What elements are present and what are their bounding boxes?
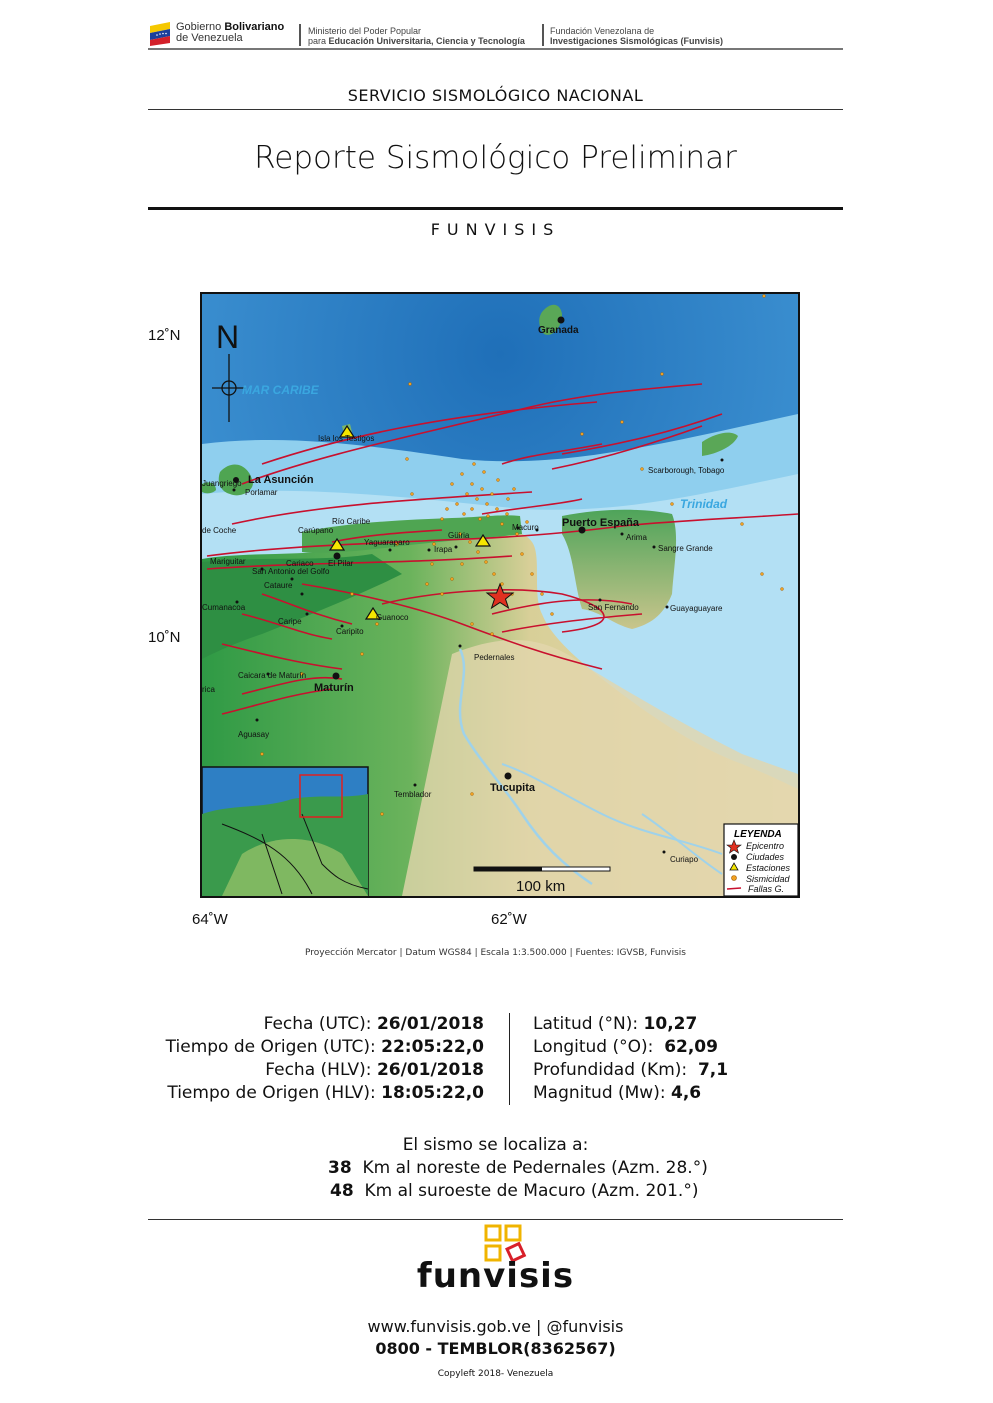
place-label: La Asunción [248,474,314,486]
place-label: Maturín [314,682,354,694]
header-rule [148,48,843,50]
divider [148,1219,843,1220]
place-label: Irapa [434,545,453,554]
place-label: Curiapo [670,855,699,864]
place-label: Scarborough, Tobago [648,466,725,475]
place-label: Güiria [448,531,470,540]
location-line: 38 Km al noreste de Pedernales (Azm. 28.°) [328,1158,708,1178]
divider [148,109,843,110]
place-label: Sangre Grande [658,544,713,553]
place-label: Mariguitar [210,557,246,566]
lat-tick-label: 12˚N [148,327,181,344]
lon-tick-label: 64˚W [192,911,228,928]
inset-map [202,767,368,896]
place-label: Cataure [264,581,293,590]
place-label: El Pilar [328,559,354,568]
place-label: Macuro [512,523,539,532]
map-caption: Proyección Mercator | Datum WGS84 | Escala 1:3.500.000 | Fuentes: IGVSB, Funvisis [305,948,686,958]
place-label: Aguasay [238,730,270,739]
svg-text:Ciudades: Ciudades [746,852,785,862]
fault-legend-icon [727,888,741,889]
longitude-row: Longitud (°O): 62,09 [533,1037,718,1057]
service-title: SERVICIO SISMOLÓGICO NACIONAL [347,86,644,105]
place-label: Río Caribe [332,517,371,526]
svg-text:Epicentro: Epicentro [746,841,785,851]
header-separator [299,24,301,46]
map-canvas [202,294,798,896]
place-label: Temblador [394,790,432,799]
divider [148,207,843,210]
foundation-name: Fundación Venezolana de Investigaciones Sismológicas (Funvisis) [550,26,724,46]
fecha-utc-row: Fecha (UTC): 26/01/2018 [263,1014,484,1034]
funvisis-logo-text: funvisis [416,1256,575,1296]
place-label: Isla los Testigos [318,434,375,443]
header-separator [542,24,544,46]
place-label: Tucupita [490,782,536,794]
org-name: FUNVISIS [430,220,561,239]
place-label: Carúpano [298,526,334,535]
place-label: Caripe [278,617,302,626]
place-label: Juangriego [202,479,242,488]
city-legend-icon [731,854,737,860]
lon-tick-label: 62˚W [491,911,527,928]
place-label: de Coche [202,526,237,535]
depth-row: Profundidad (Km): 7,1 [533,1060,729,1080]
place-label: Cariaco [286,559,314,568]
origen-hlv-row: Tiempo de Origen (HLV): 18:05:22,0 [167,1083,484,1103]
scale-label: 100 km [516,878,566,895]
place-label: Yaguaraparo [364,538,410,547]
location-line: 48 Km al suroeste de Macuro (Azm. 201.°) [330,1181,699,1201]
place-label: Porlamar [245,488,278,497]
svg-text:LEYENDA: LEYENDA [734,829,782,840]
place-label: Puerto España [562,517,640,529]
sea-label: MAR CARIBE [242,383,319,397]
origen-utc-row: Tiempo de Origen (UTC): 22:05:22,0 [165,1037,484,1057]
report-title: Reporte Sismológico Preliminar [254,140,737,176]
map-legend [724,824,798,896]
place-label: Arima [626,533,647,542]
place-label: San Fernando [588,603,639,612]
trinidad-label: Trinidad [680,497,728,511]
seismicity-legend-icon [732,876,737,881]
details-separator [509,1013,510,1105]
place-label: San Antonio del Golfo [252,567,330,576]
latitude-row: Latitud (°N): 10,27 [533,1014,698,1034]
copyleft: Copyleft 2018- Venezuela [437,1369,554,1379]
place-label: Guanoco [376,613,409,622]
ministry-name: Ministerio del Poder Popular para Educación Universitaria, Ciencia y Tecnología [308,26,525,46]
place-label: Pedernales [474,653,515,662]
phone-number: 0800 - TEMBLOR(8362567) [375,1339,616,1358]
place-label: Caicara de Maturín [238,671,307,680]
magnitude-row: Magnitud (Mw): 4,6 [533,1083,702,1103]
lat-tick-label: 10˚N [148,629,181,646]
place-label: rica [202,685,215,694]
place-label: Cumanacoa [202,603,246,612]
epicenter-map [200,292,800,898]
north-label: N [216,319,240,355]
place-label: Caripito [336,627,364,636]
svg-text:Estaciones: Estaciones [746,863,791,873]
place-label: Guayaguayare [670,604,723,613]
svg-text:Sismicidad: Sismicidad [746,874,790,884]
location-intro: El sismo se localiza a: [402,1135,589,1155]
fecha-hlv-row: Fecha (HLV): 26/01/2018 [265,1060,484,1080]
government-name: Gobierno Bolivariano de Venezuela [176,21,285,44]
venezuela-flag-icon [148,20,172,46]
website-link[interactable]: www.funvisis.gob.ve | @funvisis [367,1317,624,1336]
svg-text:Fallas G.: Fallas G. [748,884,785,894]
place-label: Granada [538,325,579,336]
